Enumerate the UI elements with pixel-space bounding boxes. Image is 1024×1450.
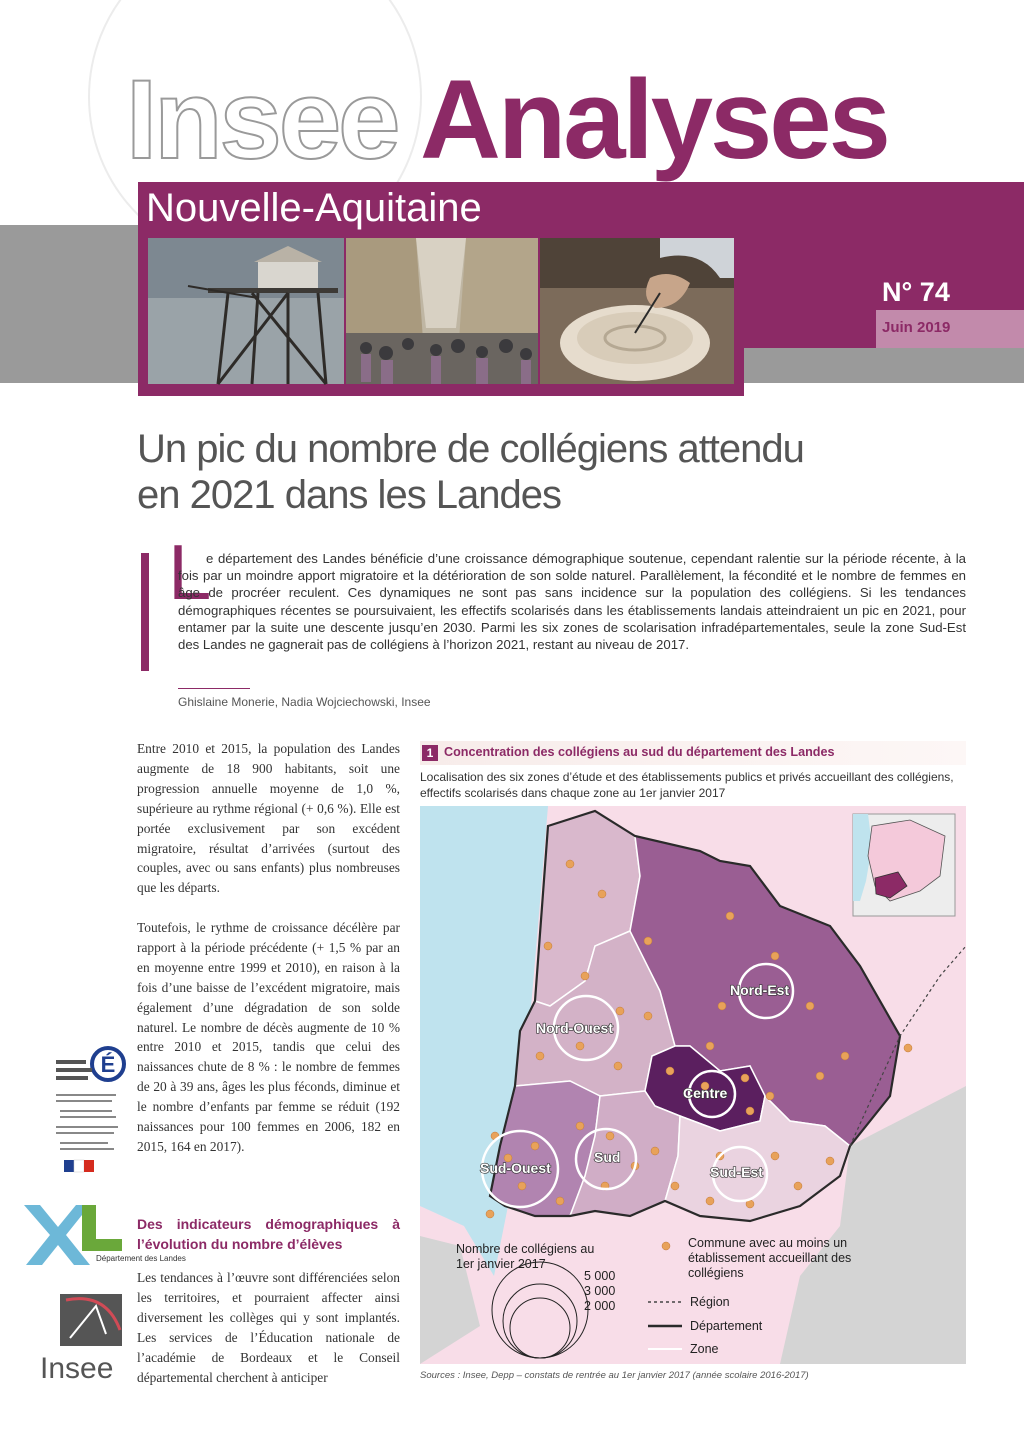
xl-landes-logo: [24, 1205, 186, 1271]
legend-zone-label: Zone: [690, 1342, 719, 1356]
section-subhead: Des indicateurs démographiques à l’évolution du nombre d’élèves: [137, 1216, 400, 1252]
region-title: Nouvelle-Aquitaine: [146, 186, 482, 230]
legend-size-2000: 2 000: [584, 1299, 616, 1313]
title-line-1: Un pic du nombre de collégiens attendu: [137, 427, 804, 471]
label-sud-ouest: Sud-Ouest: [480, 1160, 551, 1176]
dropcap: L: [168, 528, 212, 616]
brand-analyses: Analyses: [420, 57, 888, 182]
legend-departement-label: Département: [690, 1319, 763, 1333]
insee-logo-text: Insee: [40, 1352, 114, 1385]
authors: Ghislaine Monerie, Nadia Wojciechowski, Insee: [178, 695, 431, 709]
body-paragraph-2: Toutefois, le rythme de croissance décélère par rapport à la période précédente (+ 1,5 % par an en moyenne entre 1999 et 2010), en raison à la fois d’une baisse de l’excédent migratoire, mais également d’une dégradation de son solde naturel. Le nombre de décès augmente de 10 % entre 2010 et 2015, tandis que celui des naissances chute de 8 % : le nombre de femmes de 20 à 39 ans, âges les plus féconds, diminue et le nombre d’enfants par femme se réduit (192 naissances pour 100 femmes en 2006, 182 en 2015, 164 en 2017).: [137, 920, 400, 1154]
label-sud: Sud: [594, 1149, 621, 1165]
brand-insee: Insee: [126, 57, 398, 182]
author-rule: [178, 688, 250, 689]
issue-date: Juin 2019: [882, 319, 951, 336]
figure-title: Concentration des collégiens au sud du département des Landes: [444, 745, 835, 759]
label-nord-ouest: Nord-Ouest: [536, 1020, 613, 1036]
photo-strip: [138, 238, 744, 396]
issue-number: N° 74: [882, 277, 950, 307]
legend-region-label: Région: [690, 1295, 730, 1309]
title-line-2: en 2021 dans les Landes: [137, 473, 562, 517]
legend-size-title: Nombre de collégiens au 1er janvier 2017: [456, 1242, 595, 1271]
label-nord-est: Nord-Est: [730, 982, 790, 998]
xl-caption: Département des Landes: [96, 1254, 186, 1263]
legend-point-label: Commune avec au moins un établissement accueillant des collégiens: [688, 1236, 852, 1280]
svg-text:É: É: [100, 1052, 116, 1077]
inset-map: [853, 814, 955, 916]
photo-pottery: [540, 238, 734, 384]
article-title: [137, 426, 897, 518]
legend-size-3000: 3 000: [584, 1284, 616, 1298]
label-centre: Centre: [683, 1085, 728, 1101]
figure-subtitle: Localisation des six zones d’étude et des établissements publics et privés accueillant des collégiens, effectifs scolarisés dans chaque zone au 1er janvier 2017: [420, 770, 954, 800]
figure-number: 1: [422, 745, 438, 761]
legend-size-5000: 5 000: [584, 1269, 616, 1283]
chapo-text: e département des Landes bénéficie d’une croissance démographique soutenue, cependant ralentie sur la période récente, à la fois par un moindre apport migratoire et la détérioration de son solde naturel. Parallèlement, la fécondité et le nombre de femmes en âge de procréer reculent. Ces dynamiques ne sont pas sans incidence sur la population des collégiens. Si les tendances démographiques récentes se poursuivaient, les effectifs scolarisés dans les établissements landais atteindraient un pic en 2021, pour entamer par la suite une descente jusqu’en 2030. Parmi les six zones de scolarisation infradépartementales, seule la zone Sud-Est des Landes ne gagnerait pas de collégiens à l’horizon 2021, restant au niveau de 2017.: [178, 551, 966, 653]
photo-fishing-hut: [148, 238, 344, 384]
body-paragraph-3: Les tendances à l’œuvre sont différenciées selon les territoires, et pourraient affecter ainsi diversement les collèges qui y sont implantés. Les services de l’Éducation nationale de l’académie de Bordeaux et le Conseil départemental cherchent à anticiper: [137, 1270, 400, 1385]
label-sud-est: Sud-Est: [710, 1164, 763, 1180]
ministry-logo: [50, 1042, 126, 1182]
body-paragraph-1: Entre 2010 et 2015, la population des Landes augmente de 18 900 habitants, soit une progression annuelle moyenne de 1,0 %, supérieure au rythme régional (+ 0,6 %). Elle est portée exclusivement par son excédent migratoire, résultat d’arrivées (surtout des couples, avec ou sans enfants) plus nombreuses que les départs.: [137, 741, 400, 896]
map: [420, 806, 966, 1364]
figure-sources: Sources : Insee, Depp – constats de rentrée au 1er janvier 2017 (année scolaire 2016-2017): [420, 1370, 809, 1381]
legend-point: [662, 1242, 670, 1250]
chapo-bar: [141, 553, 149, 671]
photo-city-street: [346, 238, 538, 384]
